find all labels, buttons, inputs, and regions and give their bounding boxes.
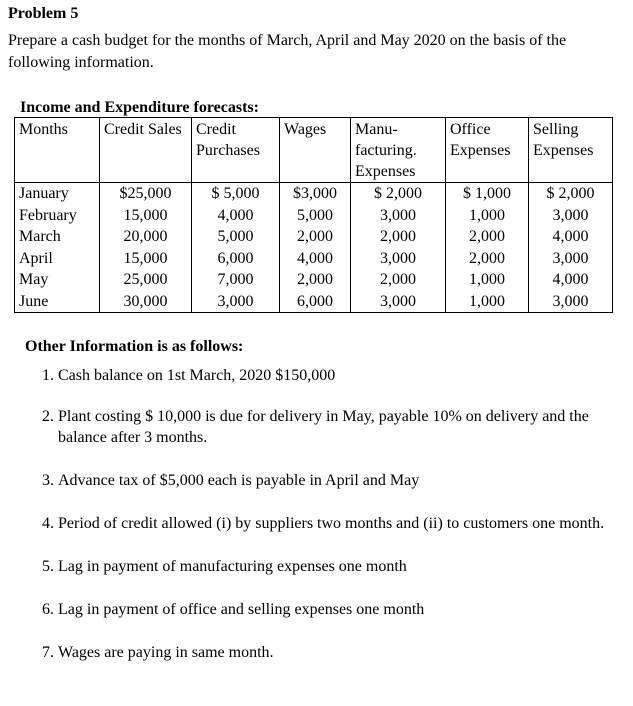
table-cell: 30,000 [123,292,168,310]
list-item: 1. Cash balance on 1st March, 2020 $150,000 [58,365,618,386]
table-cell: 2,000 [469,249,505,267]
table-cell: $3,000 [293,185,337,202]
table-cell: April [19,249,53,267]
table-cell: 15,000 [123,249,168,267]
list-item: 7. Wages are paying in same month. [58,642,618,663]
table-cell: 3,000 [380,206,416,224]
table-cell: 3,000 [552,206,589,224]
col-header-months: Months [15,118,100,183]
table-header-row [15,118,613,183]
col-header-credit-sales: Credit Sales [100,118,192,183]
table-heading: Income and Expenditure forecasts: [20,99,259,116]
col-header-credit-purchases: Credit Purchases [192,118,280,183]
table-cell: 3,000 [380,249,416,267]
table-body-row [15,183,613,313]
table-cell: 3,000 [552,292,589,310]
table-cell: 5,000 [297,206,333,224]
table-cell: $ 5,000 [211,185,260,202]
table-cell: 6,000 [297,292,333,310]
table-cell: 1,000 [469,292,505,310]
table-cell: May [19,271,49,288]
manufacturing-cell [351,183,446,313]
table-cell: 1,000 [469,206,505,224]
table-cell: June [19,292,49,310]
office-cell [446,183,529,313]
table-cell: $ 2,000 [546,185,595,202]
problem-title: Problem 5 [8,5,79,22]
col-header-wages: Wages [280,118,351,183]
wages-cell [280,183,351,313]
table-cell: $25,000 [119,185,172,202]
table-cell: 5,000 [217,228,254,245]
table-cell: 2,000 [380,271,416,288]
table-cell: 2,000 [297,228,333,245]
table-cell: 3,000 [552,249,589,267]
table-cell: 3,000 [217,292,254,310]
table-cell: 25,000 [123,271,168,288]
table-cell: February [19,206,77,224]
table-cell: 4,000 [552,228,589,245]
other-info-heading: Other Information is as follows: [25,338,244,355]
other-info-list [30,365,618,685]
list-item: 6. Lag in payment of office and selling expenses one month [58,599,618,620]
credit-purchases-cell [192,183,280,313]
col-header-office: Office Expenses [446,118,529,183]
table-cell: 4,000 [297,249,333,267]
list-item: 3. Advance tax of $5,000 each is payable in April and May [58,470,618,491]
months-cell [15,183,100,313]
table-cell: January [19,185,69,202]
list-item: 5. Lag in payment of manufacturing expenses one month [58,556,618,577]
list-item: 2. Plant costing $ 10,000 is due for delivery in May, payable 10% on delivery and the balance after 3 months. [58,406,618,448]
col-header-selling: Selling Expenses [529,118,613,183]
table-cell: $ 2,000 [374,185,422,202]
forecast-table [14,117,613,313]
table-cell: 20,000 [123,228,168,245]
list-item: 4. Period of credit allowed (i) by suppliers two months and (ii) to customers one month. [58,513,618,534]
table-cell: 4,000 [552,271,589,288]
table-cell: 6,000 [217,249,254,267]
table-cell: 2,000 [297,271,333,288]
table-cell: 2,000 [380,228,416,245]
table-cell: 3,000 [380,292,416,310]
table-cell: 7,000 [217,271,254,288]
table-cell: 1,000 [469,271,505,288]
col-header-manufacturing: Manu-facturing. Expenses [351,118,446,183]
selling-cell [529,183,613,313]
table-cell: $ 1,000 [463,185,511,202]
table-cell: 4,000 [217,206,254,224]
table-cell: 15,000 [123,206,168,224]
problem-intro: Prepare a cash budget for the months of March, April and May 2020 on the basis of the following information. [8,32,567,71]
credit-sales-cell [100,183,192,313]
table-cell: 2,000 [469,228,505,245]
table-cell: March [19,228,61,245]
